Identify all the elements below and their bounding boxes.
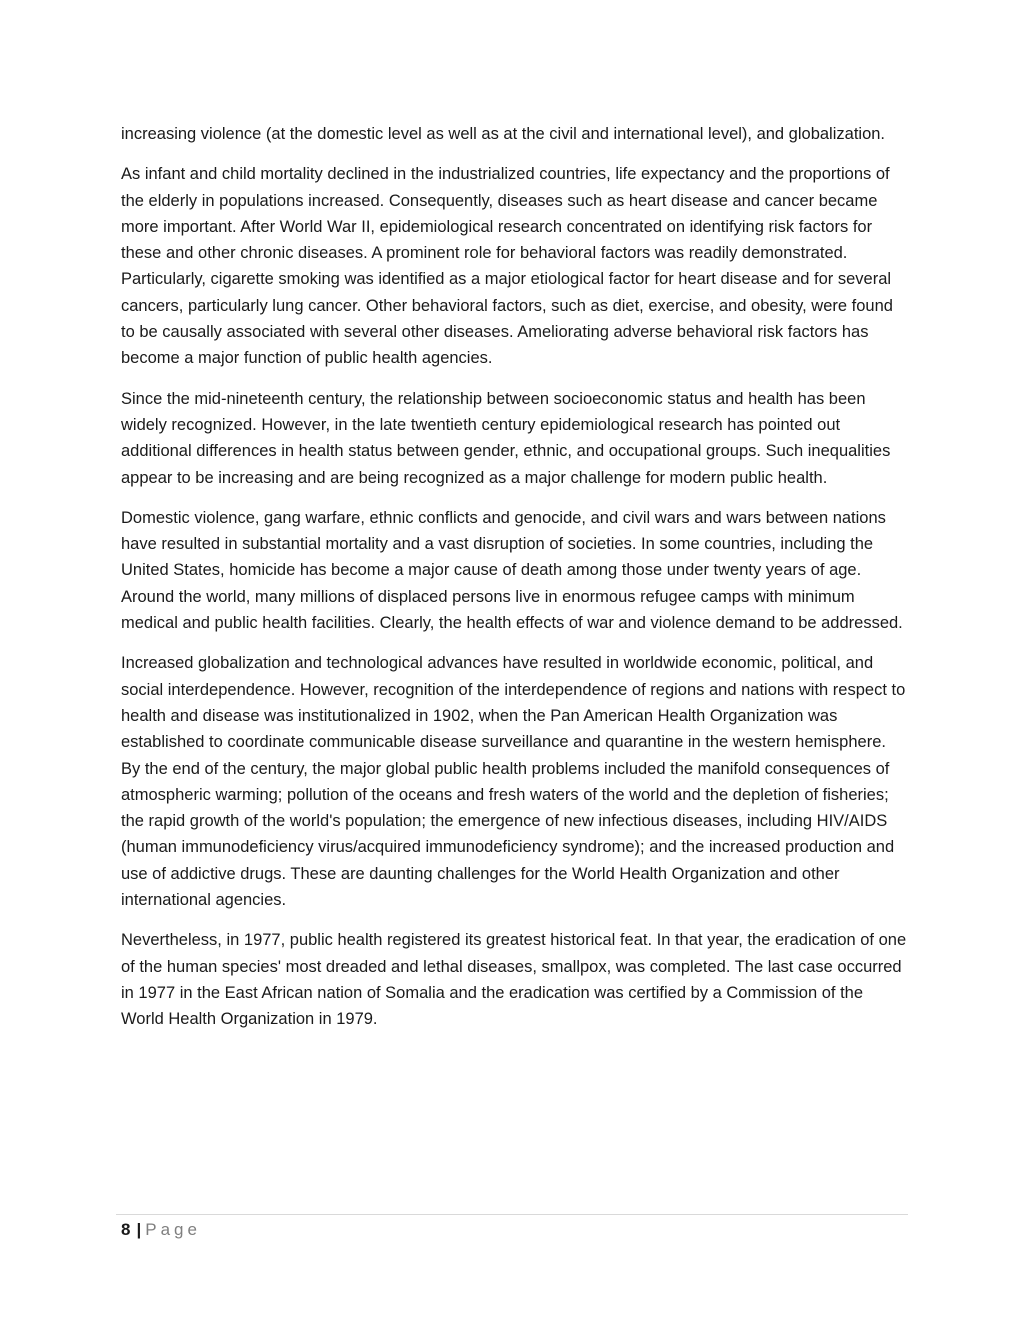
paragraph-6: Nevertheless, in 1977, public health registered its greatest historical feat. In that year, the eradication of one of the human species' most dreaded and lethal diseases, smallpox, was completed. The last case occurred in 1977 in the East African nation of Somalia and the eradication was certified by a Commission of the World Health Organization in 1979. bbox=[121, 931, 907, 1029]
page-label: Page bbox=[145, 1220, 201, 1239]
page-number: 8 bbox=[121, 1220, 131, 1239]
page-separator: | bbox=[136, 1220, 142, 1239]
paragraph-3: Since the mid-nineteenth century, the relationship between socioeconomic status and health has been widely recognized. However, in the late twentieth century epidemiological research has pointed out additional differences in health status between gender, ethnic, and occupational groups. Such inequalities appear to be increasing and are being recognized as a major challenge for modern public health. bbox=[121, 389, 891, 487]
body-text bbox=[121, 121, 907, 1047]
paragraph-4: Domestic violence, gang warfare, ethnic conflicts and genocide, and civil wars and wars between nations have resulted in substantial mortality and a vast disruption of societies. In some countries, including the United States, homicide has become a major cause of death among those under twenty years of age. Around the world, many millions of displaced persons live in enormous refugee camps with minimum medical and public health facilities. Clearly, the health effects of war and violence demand to be addressed. bbox=[121, 508, 903, 633]
paragraph-1: increasing violence (at the domestic level as well as at the civil and international level), and globalization. bbox=[121, 125, 886, 143]
footer-divider bbox=[116, 1214, 908, 1215]
paragraph-5: Increased globalization and technological advances have resulted in worldwide economic, political, and social interdependence. However, recognition of the interdependence of regions and nations with respect to health and disease was institutionalized in 1902, when the Pan American Health Organization was established to coordinate communicable disease surveillance and quarantine in the western hemisphere. By the end of the century, the major global public health problems included the manifold consequences of atmospheric warming; pollution of the oceans and fresh waters of the world and the depletion of fisheries; the rapid growth of the world's population; the emergence of new infectious diseases, including HIV/AIDS (human immunodeficiency virus/acquired immunodeficiency syndrome); and the increased production and use of addictive drugs. These are daunting challenges for the World Health Organization and other international agencies. bbox=[121, 654, 906, 910]
page-footer bbox=[121, 1219, 201, 1241]
paragraph-2: As infant and child mortality declined in the industrialized countries, life expectancy and the proportions of the elderly in populations increased. Consequently, diseases such as heart disease and cancer became more important. After World War II, epidemiological research concentrated on identifying risk factors for these and other chronic diseases. A prominent role for behavioral factors was readily demonstrated. Particularly, cigarette smoking was identified as a major etiological factor for heart disease and for several cancers, particularly lung cancer. Other behavioral factors, such as diet, exercise, and obesity, were found to be causally associated with several other diseases. Ameliorating adverse behavioral risk factors has become a major function of public health agencies. bbox=[121, 165, 893, 368]
